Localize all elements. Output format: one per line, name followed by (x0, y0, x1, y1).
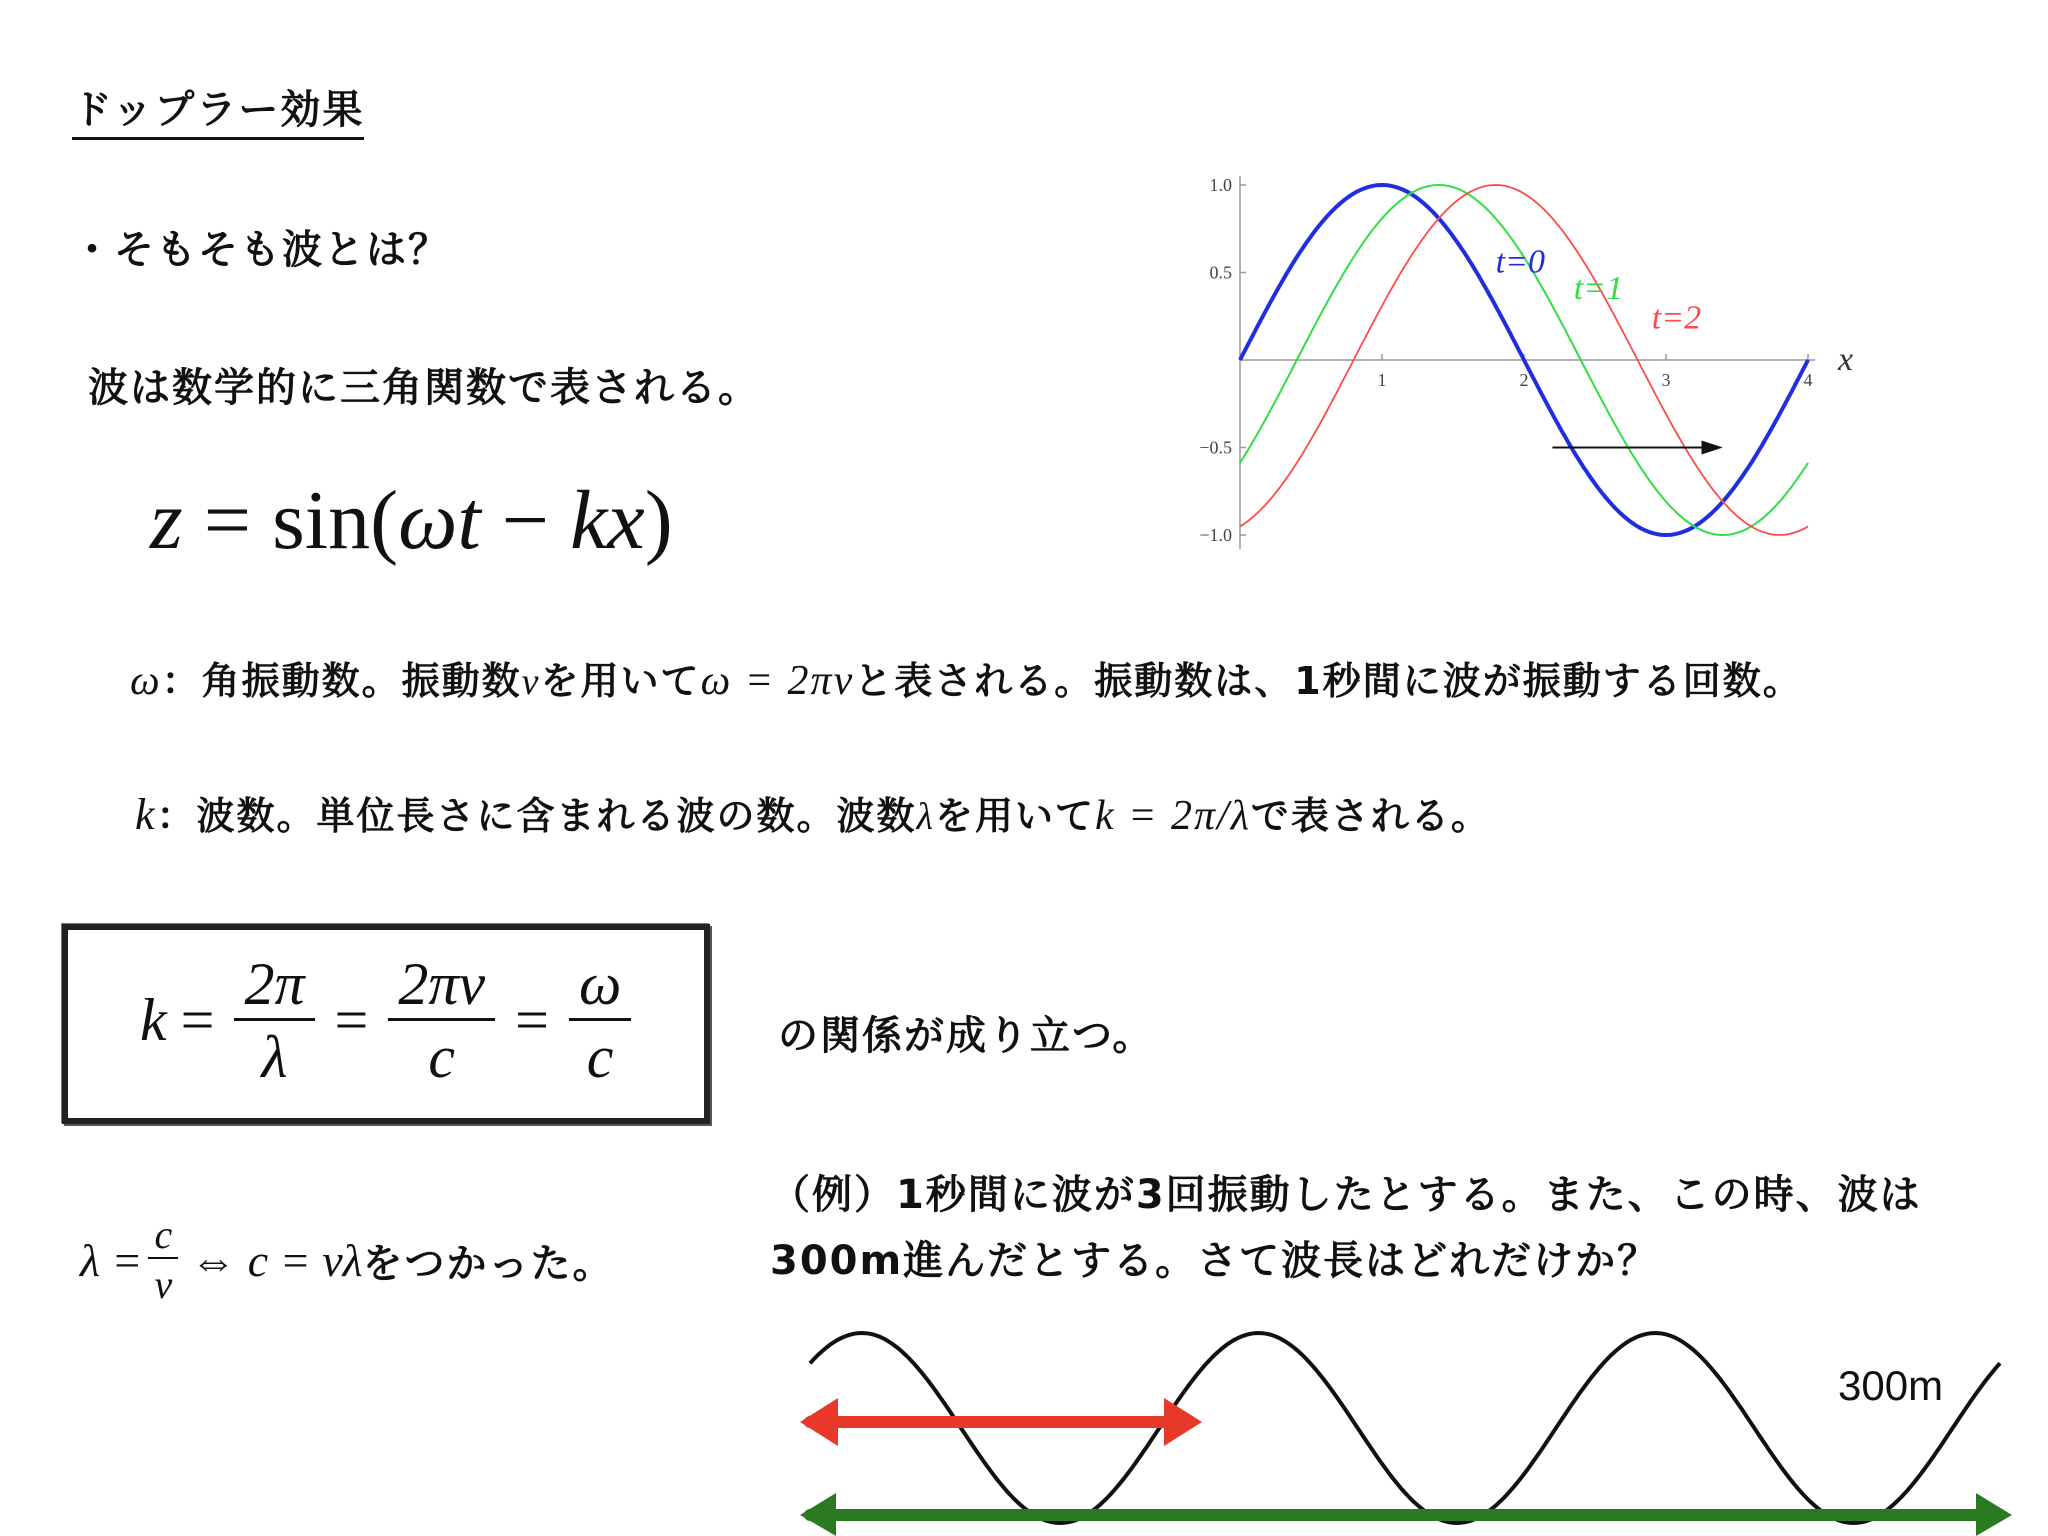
x-tick-label: 3 (1661, 370, 1671, 390)
fraction-2pi-lambda (234, 951, 314, 1090)
eq-equals: = (182, 474, 273, 567)
distance-label: 300m (1838, 1362, 1944, 1409)
k-text-2: を用いて (935, 794, 1096, 838)
page-title: ドップラー効果 (72, 78, 364, 140)
y-tick-label: −0.5 (1199, 437, 1232, 458)
omega-symbol: ω (130, 658, 162, 704)
frac1-den: λ (261, 1024, 288, 1090)
example-line-2: 300m進んだとする。さて波長はどれだけか？ (770, 1238, 1660, 1284)
box-eq-2: = (334, 987, 369, 1053)
wave-equation (150, 470, 673, 569)
eq-omega-t: ωt (398, 474, 481, 567)
green-distance-arrow (800, 1493, 2012, 1536)
box-lhs: k (140, 987, 167, 1053)
lambda-lhs: λ = (80, 1234, 143, 1286)
lambda-tail: をつかった。 (362, 1240, 615, 1287)
example-text (770, 1162, 2010, 1294)
lambda-den: ν (154, 1262, 173, 1307)
omega-formula: ω = 2πν (700, 658, 855, 704)
box-eq-1: = (180, 987, 215, 1053)
frac2-den: c (428, 1024, 456, 1090)
omega-nu: ν (521, 661, 541, 703)
red-arrow-head-left (800, 1398, 838, 1446)
red-wavelength-arrow (800, 1398, 1202, 1446)
eq-z: z (150, 474, 183, 567)
red-arrow-head-right (1164, 1398, 1202, 1446)
frac2-num: 2πν (388, 954, 495, 1021)
k-symbol: k (135, 790, 157, 839)
box-eq-3: = (515, 987, 549, 1053)
omega-text-3: と表される。振動数は、1秒間に波が振動する回数。 (854, 659, 1803, 703)
k-text-1: ：波数。単位長さに含まれる波の数。波数 (156, 794, 917, 838)
lambda-num: c (148, 1215, 178, 1259)
boxed-equation (140, 951, 637, 1090)
frac1-num: 2π (234, 954, 314, 1021)
eq-sin: sin( (272, 474, 399, 567)
fraction-2pinu-c (388, 951, 495, 1090)
wave-graph (1180, 165, 1860, 565)
x-tick-label: 4 (1803, 370, 1813, 390)
x-axis-label: x (1838, 341, 1854, 378)
section-question: ・そもそも波とは？ (72, 227, 450, 273)
omega-text-2: を用いて (540, 659, 701, 703)
k-definition (135, 785, 1491, 840)
x-tick-label: 2 (1519, 370, 1529, 390)
frac3-den: c (586, 1024, 614, 1090)
y-tick-label: 0.5 (1209, 262, 1232, 283)
eq-minus: − (480, 474, 571, 567)
eq-kx: kx (570, 474, 645, 567)
fraction-c-nu (148, 1212, 178, 1307)
y-tick-label: 1.0 (1209, 175, 1232, 195)
eq-close: ) (644, 474, 673, 567)
lambda-equation (80, 1212, 615, 1307)
k-lambda: λ (916, 796, 936, 838)
y-tick-label: −1.0 (1199, 525, 1232, 545)
relation-text: の関係が成り立つ。 (778, 1013, 1155, 1059)
lambda-rest: ⇔ c = νλ (190, 1234, 363, 1286)
omega-text-1: ：角振動数。振動数 (161, 659, 522, 703)
k-formula: k = 2π/λ (1095, 793, 1251, 839)
wave-sketch (790, 1310, 2030, 1536)
series-label: t=1 (1573, 269, 1624, 307)
frac3-num: ω (569, 954, 631, 1021)
fraction-omega-c (569, 951, 631, 1090)
intro-text: 波は数学的に三角関数で表される。 (88, 365, 760, 411)
example-line-1: （例）1秒間に波が3回振動したとする。また、この時、波は (770, 1172, 1922, 1218)
green-arrow-head-left (800, 1493, 836, 1536)
x-tick-label: 1 (1377, 370, 1387, 390)
direction-arrow-head (1702, 441, 1723, 455)
k-text-3: で表される。 (1250, 794, 1491, 838)
series-label: t=2 (1651, 299, 1702, 337)
green-arrow-head-right (1976, 1493, 2012, 1536)
omega-definition (130, 650, 1803, 705)
series-label: t=0 (1495, 243, 1545, 281)
